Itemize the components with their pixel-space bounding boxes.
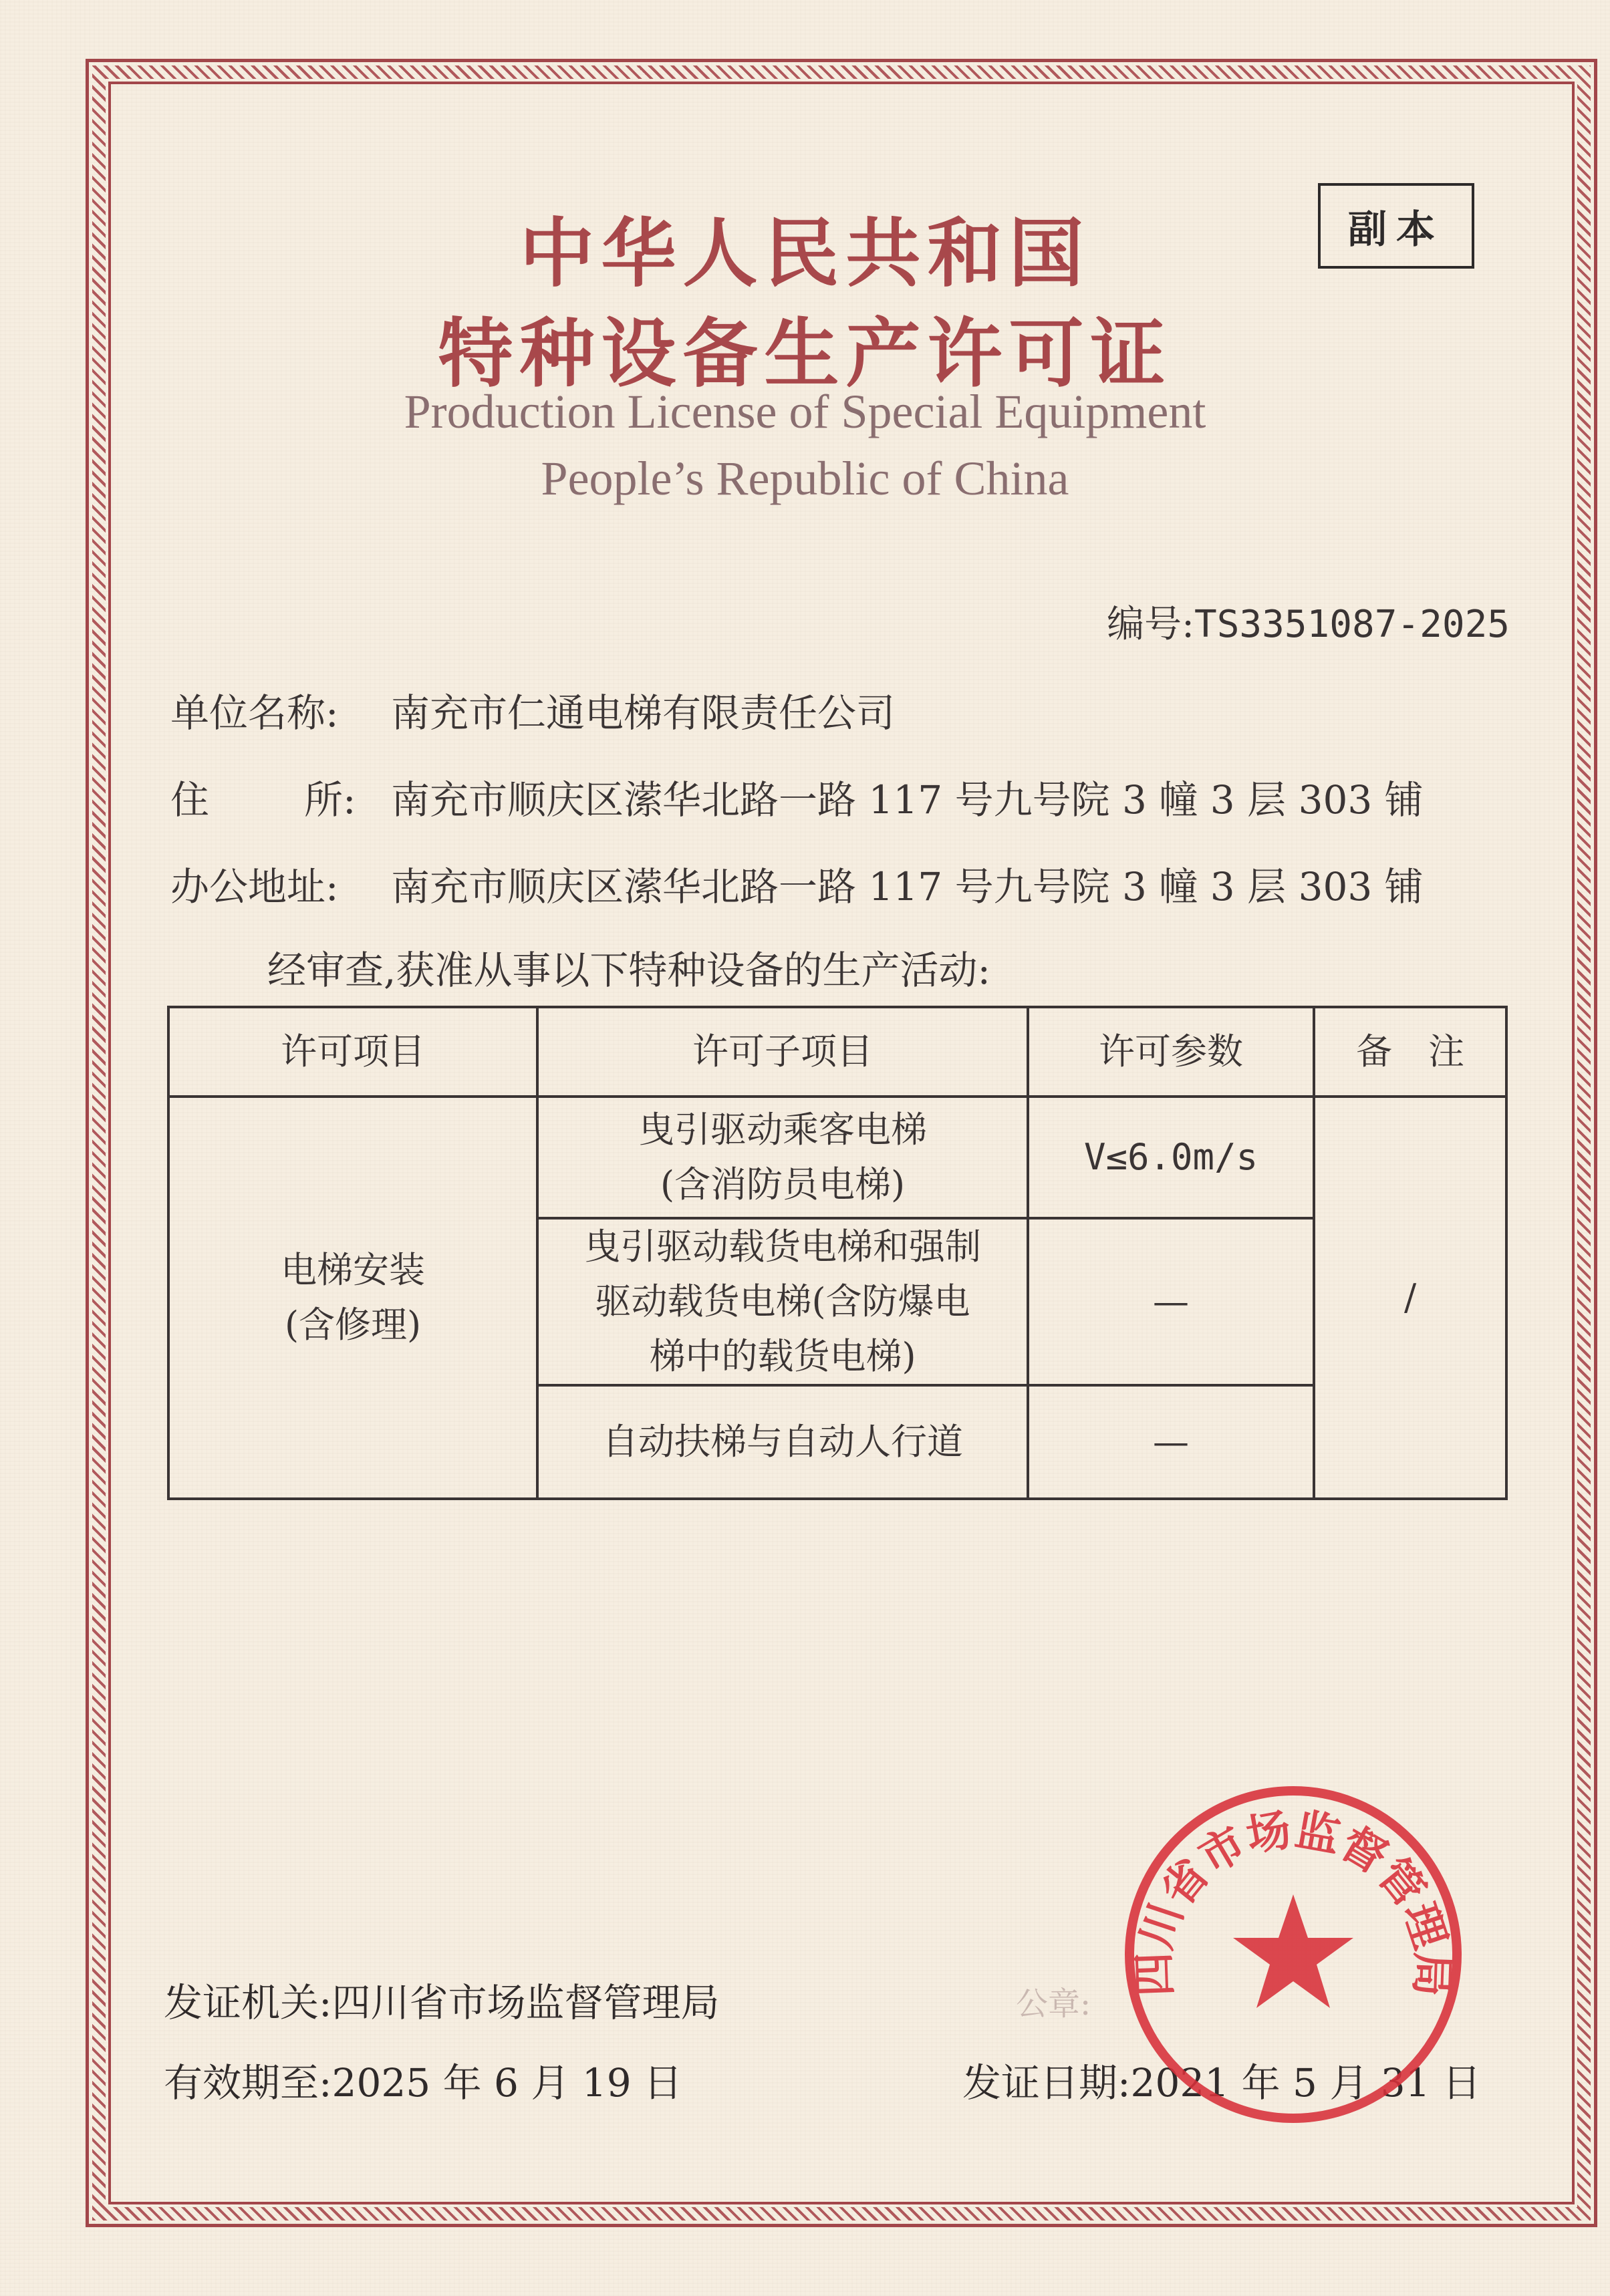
title-en-line2: People’s Republic of China — [541, 452, 1069, 505]
seal-label: 公章: — [1016, 1985, 1091, 2023]
copy-mark: 副本 — [1318, 183, 1474, 269]
header-permit-item: 许可项目 — [168, 1007, 537, 1097]
serial-number — [1107, 595, 1510, 648]
permit-item-cell — [168, 1097, 537, 1499]
valid-until-value: 2025 年 6 月 19 日 — [331, 2060, 683, 2106]
issuing-authority — [164, 1971, 720, 2027]
subitem-cell — [537, 1385, 1028, 1499]
parameter-cell: V≤6.0m/s — [1028, 1097, 1314, 1218]
approval-statement: 经审查,获准从事以下特种设备的生产活动: — [267, 948, 990, 993]
header-remark: 备 注 — [1314, 1007, 1506, 1097]
unit-name-field — [170, 682, 895, 738]
subitem-line: 曳引驱动载货电梯和强制 — [584, 1226, 982, 1268]
issuer-value: 四川省市场监督管理局 — [331, 1980, 720, 2025]
unit-name-value: 南充市仁通电梯有限责任公司 — [391, 690, 896, 736]
remark-cell: / — [1314, 1097, 1506, 1499]
office-address-label: 办公地址: — [170, 864, 339, 909]
unit-name-label: 单位名称: — [170, 690, 339, 736]
subitem-line: 自动扶梯与自动人行道 — [602, 1421, 964, 1463]
subitem-line: 驱动载货电梯(含防爆电 — [595, 1280, 970, 1322]
issue-date-label: 发证日期: — [962, 2060, 1131, 2106]
office-address-field — [170, 855, 1424, 911]
subitem-cell — [537, 1218, 1028, 1385]
residence-label-a: 住 — [170, 777, 210, 823]
serial-value: TS3351087-2025 — [1194, 603, 1510, 646]
seal-text-path: 四川省市场监督管理局 — [1127, 1804, 1459, 1998]
issue-date-value: 2021 年 5 月 31 日 — [1130, 2060, 1482, 2106]
permit-table — [167, 1006, 1508, 1500]
official-seal — [1116, 1777, 1470, 2132]
star-icon — [1233, 1894, 1353, 2008]
subitem-cell — [537, 1097, 1028, 1218]
valid-until-label: 有效期至: — [164, 2060, 332, 2106]
subitem-line: 梯中的载货电梯) — [649, 1335, 916, 1377]
valid-until — [164, 2051, 682, 2108]
issuer-label: 发证机关: — [164, 1980, 332, 2025]
residence-value: 南充市顺庆区潆华北路一路 117 号九号院 3 幢 3 层 303 铺 — [391, 777, 1424, 823]
serial-label: 编号: — [1107, 603, 1194, 646]
residence-label-b: 所: — [304, 777, 356, 823]
parameter-cell: — — [1028, 1218, 1314, 1385]
title-en-line1: Production License of Special Equipment — [404, 385, 1206, 438]
table-header-row — [168, 1007, 1506, 1097]
parameter-cell: — — [1028, 1385, 1314, 1499]
title-cn-line1: 中华人民共和国 — [519, 210, 1091, 297]
table-row — [168, 1097, 1506, 1218]
header-permit-subitem: 许可子项目 — [537, 1007, 1028, 1097]
subitem-line: 曳引驱动乘客电梯 — [638, 1109, 928, 1151]
header-permit-parameter: 许可参数 — [1028, 1007, 1314, 1097]
title-cn-line2: 特种设备生产许可证 — [438, 311, 1172, 398]
permit-item-line2: (含修理) — [284, 1304, 422, 1346]
office-address-value: 南充市顺庆区潆华北路一路 117 号九号院 3 幢 3 层 303 铺 — [391, 864, 1424, 909]
residence-field — [170, 768, 1424, 825]
subitem-line: (含消防员电梯) — [660, 1163, 906, 1205]
permit-item-line1: 电梯安装 — [281, 1249, 426, 1291]
residence-label — [170, 768, 391, 825]
